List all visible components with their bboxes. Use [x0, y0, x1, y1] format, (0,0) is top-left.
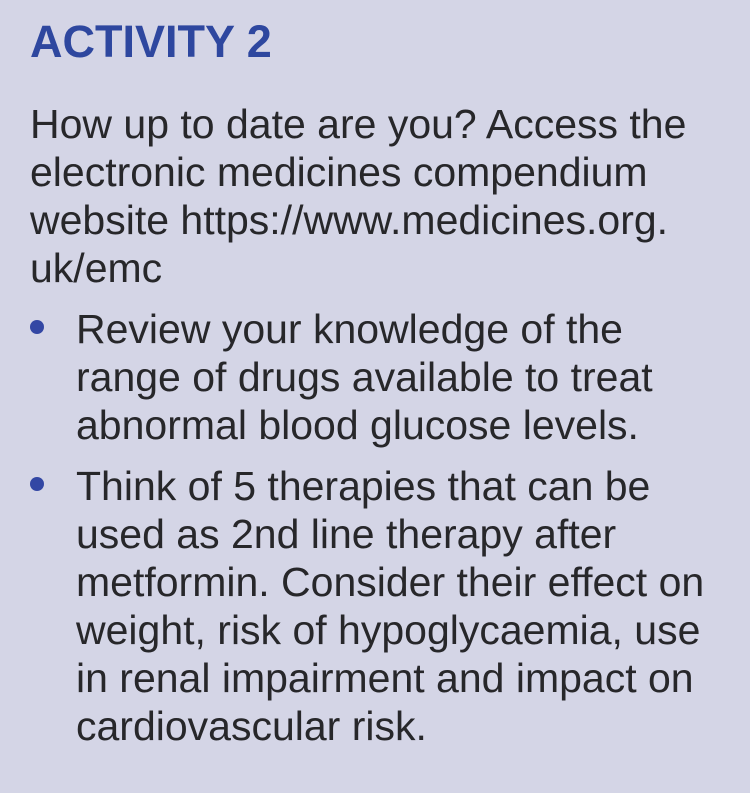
list-item-line: range of drugs available to treat — [76, 354, 653, 400]
activity-title: ACTIVITY 2 — [30, 16, 272, 67]
list-item-line: Think of 5 therapies that can be — [76, 463, 651, 509]
intro-paragraph — [30, 100, 722, 292]
intro-line: website https://www.medicines.org. — [30, 197, 669, 243]
list-item-text — [76, 462, 704, 750]
list-item-line: weight, risk of hypoglycaemia, use — [76, 607, 701, 653]
intro-line: electronic medicines compendium — [30, 149, 648, 195]
list-item-line: cardiovascular risk. — [76, 703, 427, 749]
bullet-dot-icon — [30, 477, 44, 491]
list-item-line: abnormal blood glucose levels. — [76, 402, 639, 448]
list-item-text — [76, 305, 653, 449]
bullet-dot-icon — [30, 320, 44, 334]
intro-line: uk/emc — [30, 245, 163, 291]
list-item-line: in renal impairment and impact on — [76, 655, 694, 701]
list-item-line: Review your knowledge of the — [76, 306, 623, 352]
bullet-list — [30, 305, 722, 750]
activity-box — [0, 14, 750, 793]
list-item-line: used as 2nd line therapy after — [76, 511, 617, 557]
list-item-line: metformin. Consider their effect on — [76, 559, 705, 605]
list-item — [30, 462, 722, 750]
list-item — [30, 305, 722, 449]
intro-line: How up to date are you? Access the — [30, 101, 687, 147]
